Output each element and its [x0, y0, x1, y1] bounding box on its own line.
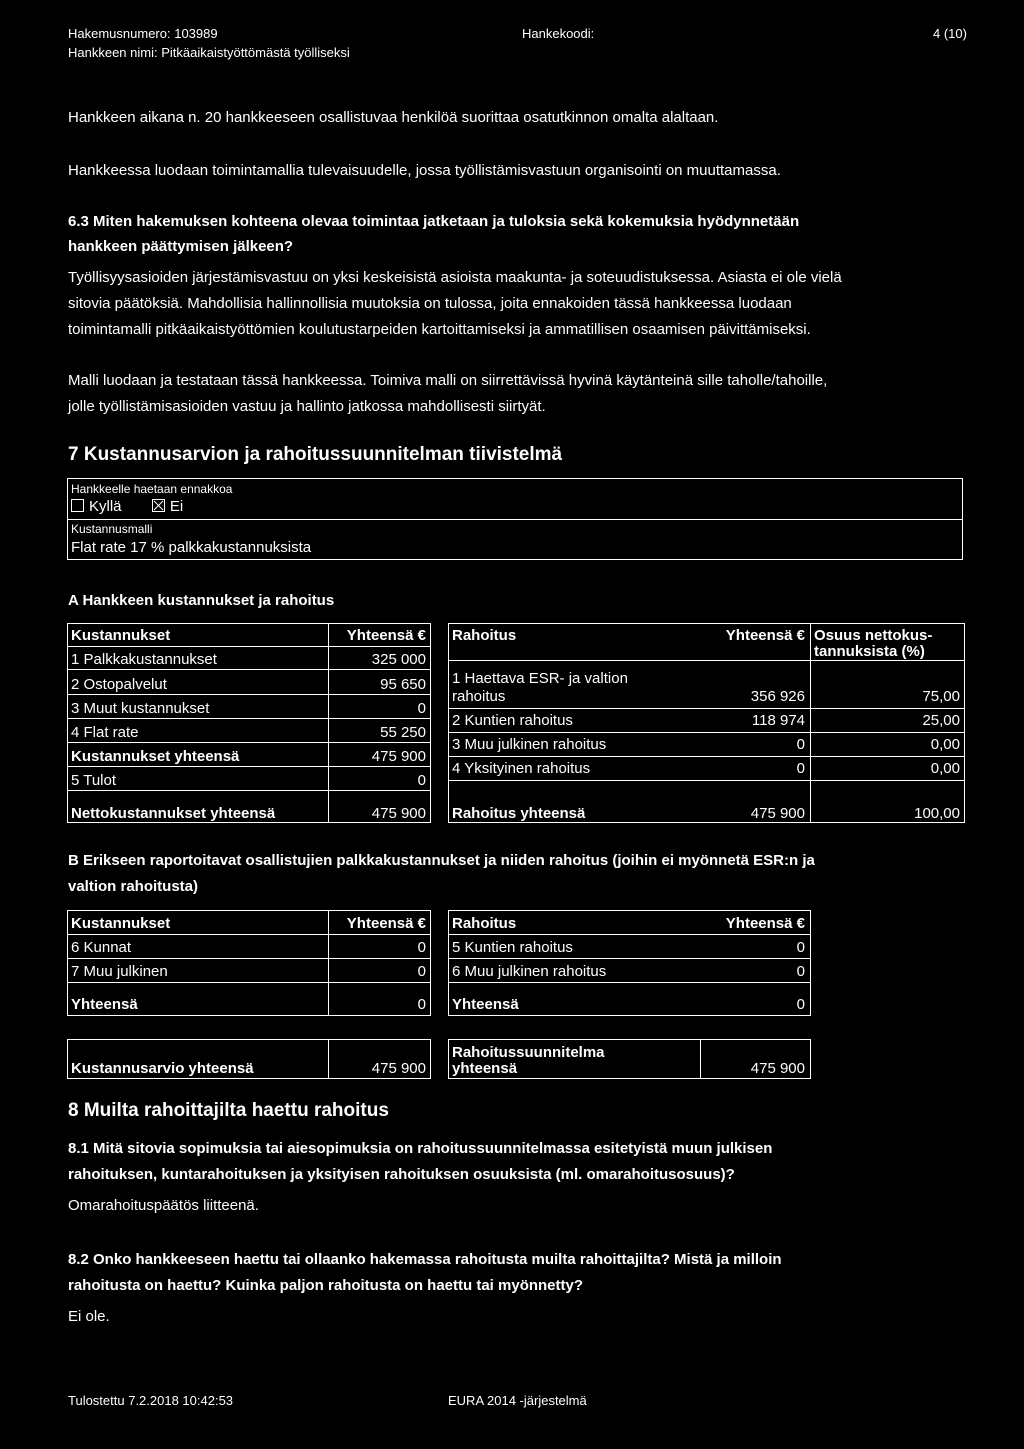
option-ei-label: Ei: [169, 498, 184, 515]
table-a-costs-header: Kustannukset: [71, 627, 171, 644]
table-cell-value: 118 974: [751, 712, 805, 729]
table-b-funding-total-header: Yhteensä €: [725, 915, 805, 932]
answer-6-3-line-2: sitovia päätöksiä. Mahdollisia hallinnollisia muutoksia on tulossa, joita ennakoiden tässä hankkeessa luodaan: [68, 295, 792, 312]
table-row: 1 Palkkakustannukset: [71, 651, 217, 668]
table-b-funding-header: Rahoitus: [452, 915, 517, 932]
answer-6-3-line-3: toimintamalli pitkäaikaistyöttömien koulutustarpeiden kartoittamiseksi ja ammatillisen osaamisen päivittämiseksi.: [68, 321, 811, 338]
table-row: Kustannukset yhteensä: [71, 748, 240, 765]
table-a-share-header-1: Osuus nettokus-: [814, 627, 933, 644]
table-row: 7 Muu julkinen: [71, 963, 168, 980]
table-a-title: A Hankkeen kustannukset ja rahoitus: [68, 592, 335, 609]
table-cell-pct: 25,00: [922, 712, 960, 729]
net-costs-label: Nettokustannukset yhteensä: [71, 805, 276, 822]
application-number: Hakemusnumero: 103989: [68, 26, 218, 41]
cost-estimate-total-value: 475 900: [371, 1060, 426, 1077]
table-cell-pct: 0,00: [930, 736, 960, 753]
advance-payment-options: [71, 498, 183, 515]
table-a-funding-total-header: Yhteensä €: [725, 627, 805, 644]
table-cell-value: 356 926: [750, 688, 805, 705]
funding-total-pct: 100,00: [914, 805, 960, 822]
answer-6-3-line-1: Työllisyysasioiden järjestämisvastuu on yksi keskeisistä asioista maakunta- ja soteuudistuksessa. Asiasta ei ole vielä: [68, 269, 842, 286]
table-b-title-line-2: valtion rahoitusta): [68, 878, 199, 895]
printed-timestamp: Tulostettu 7.2.2018 10:42:53: [68, 1393, 234, 1408]
answer-6-3-line-5: jolle työllistämisasioiden vastuu ja hallinto jatkossa mahdollisesti siirtyät.: [68, 398, 546, 415]
question-8-1-line-2: rahoituksen, kuntarahoituksen ja yksityisen rahoituksen osuuksista (ml. omarahoitusosuus)?: [68, 1166, 735, 1183]
table-b-costs-header: Kustannukset: [71, 915, 171, 932]
funding-total-label: Rahoitus yhteensä: [452, 805, 586, 822]
section-7-title: 7 Kustannusarvion ja rahoitussuunnitelman tiivistelmä: [68, 444, 563, 465]
table-cell-value: 0: [417, 700, 426, 717]
table-cell-pct: 75,00: [922, 688, 960, 705]
table-cell-value: 0: [796, 736, 805, 753]
funding-row-esr-line-2: rahoitus: [452, 688, 506, 705]
table-a-share-header-2: tannuksista (%): [814, 643, 925, 660]
funding-plan-total-label-2: yhteensä: [452, 1060, 518, 1077]
table-b-costs-total-header: Yhteensä €: [346, 915, 426, 932]
table-cell-value: 0: [796, 760, 805, 777]
option-kylla-label: Kyllä: [89, 498, 122, 515]
table-row: 4 Flat rate: [71, 724, 139, 741]
table-row: 4 Yksityinen rahoitus: [452, 760, 591, 777]
table-row: 2 Ostopalvelut: [71, 676, 167, 693]
table-row: 3 Muut kustannukset: [71, 700, 210, 717]
table-b-costs-total-value: 0: [417, 996, 426, 1013]
table-row: 6 Muu julkinen rahoitus: [452, 963, 607, 980]
question-8-1-line-1: 8.1 Mitä sitovia sopimuksia tai aiesopimuksia on rahoitussuunnitelmassa esitetyistä muun julkisen: [68, 1140, 773, 1157]
table-b-costs-total-label: Yhteensä: [71, 996, 138, 1013]
table-row: 5 Tulot: [71, 772, 117, 789]
funding-total-value: 475 900: [750, 805, 805, 822]
table-cell-value: 0: [417, 772, 426, 789]
cost-model-value: Flat rate 17 % palkkakustannuksista: [71, 539, 312, 556]
table-cell-value: 0: [796, 963, 805, 980]
table-row: 5 Kuntien rahoitus: [452, 939, 573, 956]
intro-paragraph-1: Hankkeen aikana n. 20 hankkeeseen osallistuvaa henkilöä suorittaa osatutkinnon omalta alaltaan.: [68, 109, 719, 126]
table-cell-value: 475 900: [371, 748, 426, 765]
checkbox-ei[interactable]: [152, 499, 165, 512]
table-row: 2 Kuntien rahoitus: [452, 712, 573, 729]
table-a-funding-header: Rahoitus: [452, 627, 517, 644]
table-b-funding-total-value: 0: [796, 996, 805, 1013]
answer-8-1: Omarahoituspäätös liitteenä.: [68, 1197, 259, 1214]
table-b-title-line-1: B Erikseen raportoitavat osallistujien palkkakustannukset ja niiden rahoitus (joihin ei myönnetä ESR:n ja: [68, 852, 815, 869]
answer-6-3-line-4: Malli luodaan ja testataan tässä hankkeessa. Toimiva malli on siirrettävissä hyvinä käytänteinä sille taholle/tahoille,: [68, 372, 828, 389]
funding-plan-total-value: 475 900: [750, 1060, 805, 1077]
project-name: Hankkeen nimi: Pitkäaikaistyöttömästä työlliseksi: [68, 45, 350, 60]
cost-estimate-total-label: Kustannusarvio yhteensä: [71, 1060, 254, 1077]
table-cell-value: 55 250: [380, 724, 426, 741]
table-row: 6 Kunnat: [71, 939, 132, 956]
checkbox-kylla[interactable]: [71, 499, 84, 512]
funding-plan-total-label-1: Rahoitussuunnitelma: [452, 1044, 605, 1061]
table-cell-pct: 0,00: [930, 760, 960, 777]
table-cell-value: 95 650: [380, 676, 426, 693]
net-costs-value: 475 900: [371, 805, 426, 822]
funding-row-esr-line-1: 1 Haettava ESR- ja valtion: [452, 670, 628, 687]
advance-payment-label: Hankkeelle haetaan ennakkoa: [71, 482, 233, 496]
page-number: 4 (10): [933, 26, 967, 41]
section-8-title: 8 Muilta rahoittajilta haettu rahoitus: [68, 1100, 389, 1121]
table-a-costs-total-header: Yhteensä €: [346, 627, 426, 644]
table-cell-value: 0: [417, 939, 426, 956]
table-cell-value: 0: [796, 939, 805, 956]
system-name: EURA 2014 -järjestelmä: [448, 1393, 587, 1408]
answer-8-2: Ei ole.: [68, 1308, 110, 1325]
question-6-3-line-1: 6.3 Miten hakemuksen kohteena olevaa toimintaa jatketaan ja tuloksia sekä kokemuksia hyödynnetään: [68, 213, 800, 230]
question-8-2-line-2: rahoitusta on haettu? Kuinka paljon rahoitusta on haettu tai myönnetty?: [68, 1277, 584, 1294]
table-cell-value: 325 000: [371, 651, 426, 668]
cost-model-label: Kustannusmalli: [71, 522, 153, 536]
project-code: Hankekoodi:: [522, 26, 595, 41]
question-6-3-line-2: hankkeen päättymisen jälkeen?: [68, 238, 294, 255]
table-cell-value: 0: [417, 963, 426, 980]
table-b-funding-total-label: Yhteensä: [452, 996, 519, 1013]
question-8-2-line-1: 8.2 Onko hankkeeseen haettu tai ollaanko hakemassa rahoitusta muilta rahoittajilta? Mistä ja milloin: [68, 1251, 782, 1268]
intro-paragraph-2: Hankkeessa luodaan toimintamallia tulevaisuudelle, jossa työllistämisvastuun organisointi on muuttamassa.: [68, 162, 781, 179]
table-row: 3 Muu julkinen rahoitus: [452, 736, 607, 753]
